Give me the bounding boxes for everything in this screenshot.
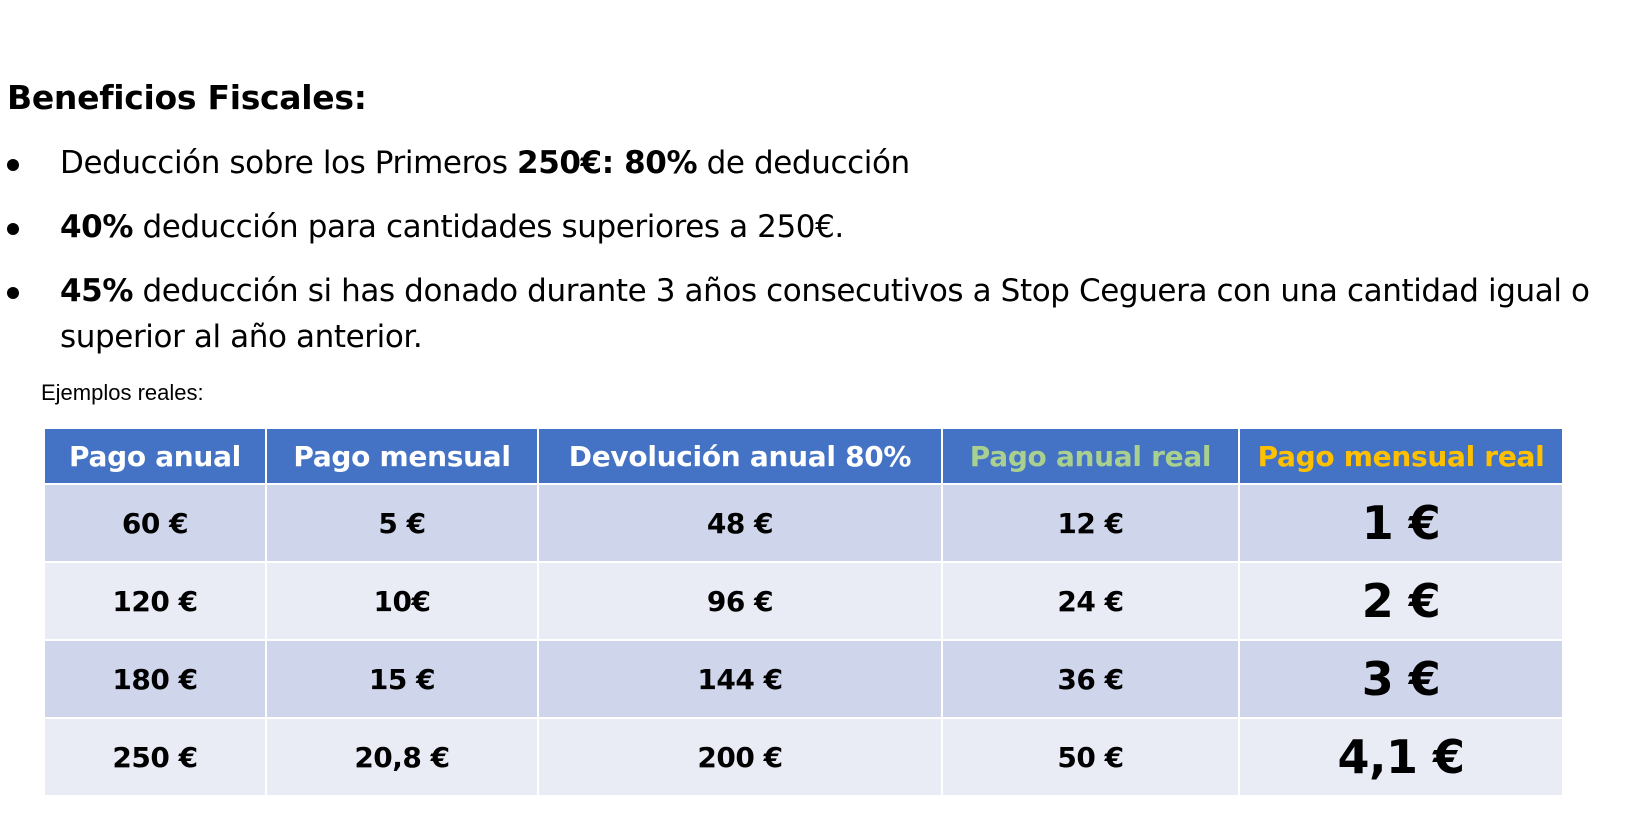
benefit-text: Deducción sobre los Primeros 250€: 80% de deducción	[60, 145, 910, 181]
bullet-icon	[7, 223, 19, 235]
cell-pago-anual-real: 36 €	[942, 640, 1239, 718]
table-row	[44, 640, 1563, 718]
cell-pago-anual-real: 50 €	[942, 718, 1239, 796]
cell-pago-mensual-real: 1 €	[1239, 484, 1563, 562]
cell-pago-mensual: 5 €	[266, 484, 538, 562]
cell-pago-mensual-real: 4,1 €	[1239, 718, 1563, 796]
cell-pago-mensual: 15 €	[266, 640, 538, 718]
cell-devolucion-anual: 96 €	[538, 562, 942, 640]
header-pago-mensual: Pago mensual	[266, 428, 538, 484]
header-pago-mensual-real: Pago mensual real	[1239, 428, 1563, 484]
benefit-text: 40% deducción para cantidades superiores a 250€.	[60, 209, 844, 245]
cell-pago-anual-real: 12 €	[942, 484, 1239, 562]
cell-pago-mensual: 20,8 €	[266, 718, 538, 796]
table-row	[44, 484, 1563, 562]
cell-pago-mensual: 10€	[266, 562, 538, 640]
bullet-icon	[7, 159, 19, 171]
header-pago-anual: Pago anual	[44, 428, 266, 484]
cell-pago-anual: 60 €	[44, 484, 266, 562]
table-row	[44, 718, 1563, 796]
examples-table	[43, 427, 1564, 797]
cell-pago-anual-real: 24 €	[942, 562, 1239, 640]
benefit-text: 45% deducción si has donado durante 3 años consecutivos a Stop Ceguera con una cantidad igual o superior al año anterior.	[60, 273, 1590, 355]
cell-devolucion-anual: 144 €	[538, 640, 942, 718]
cell-devolucion-anual: 200 €	[538, 718, 942, 796]
section-heading: Beneficios Fiscales:	[7, 78, 367, 117]
cell-pago-mensual-real: 2 €	[1239, 562, 1563, 640]
cell-pago-mensual-real: 3 €	[1239, 640, 1563, 718]
cell-pago-anual: 250 €	[44, 718, 266, 796]
header-pago-anual-real: Pago anual real	[942, 428, 1239, 484]
header-devolucion-anual: Devolución anual 80%	[538, 428, 942, 484]
table-row	[44, 562, 1563, 640]
examples-label: Ejemplos reales:	[41, 380, 204, 405]
cell-devolucion-anual: 48 €	[538, 484, 942, 562]
cell-pago-anual: 120 €	[44, 562, 266, 640]
table-header-row	[44, 428, 1563, 484]
cell-pago-anual: 180 €	[44, 640, 266, 718]
bullet-icon	[7, 287, 19, 299]
